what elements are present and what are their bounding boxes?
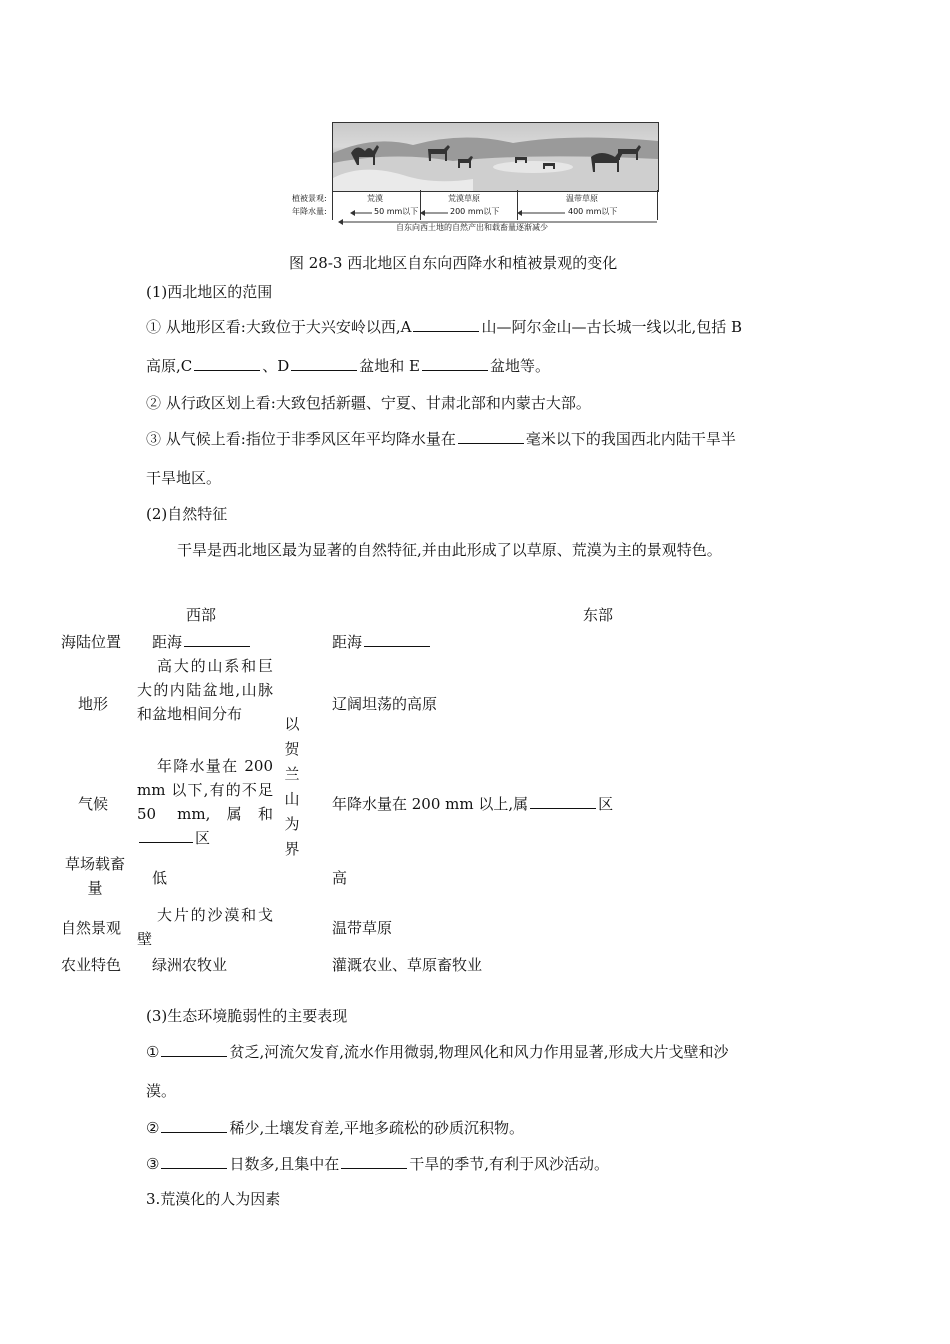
row-label-climate: 气候 [78,795,109,813]
col-header-east: 东部 [583,606,614,624]
row-label-sea-land: 海陆位置 [61,633,122,651]
climate-east-text: 年降水量在 200 mm 以上,属 [332,795,529,813]
row-label-landscape: 自然景观 [61,919,122,937]
row-label-agriculture: 农业特色 [61,956,122,974]
section2-heading: (2)自然特征 [146,505,228,523]
s3-item3-text-a: 日数多,且集中在 [229,1155,340,1173]
zone-desert: 荒漠 [367,194,383,203]
s3-item1-num: ① [146,1043,160,1061]
row-label-grazing: 草场载畜量 [64,855,125,897]
s3-item3-text-b: 干旱的季节,有利于风沙活动。 [409,1155,610,1173]
figure-caption: 图 28-3 西北地区自东向西降水和植被景观的变化 [289,254,618,272]
blank-sea-east[interactable] [364,632,430,647]
landscape-drawing [333,123,658,191]
rainfall-row-label: 年降水量: [292,207,327,216]
climate-east [332,792,613,816]
blank-s3-3a[interactable] [161,1154,227,1169]
agriculture-east: 灌溉农业、草原畜牧业 [332,956,483,974]
sea-land-west-text: 距海 [152,633,183,651]
section1-item3-line1 [146,428,736,449]
figure-vegetation-rainfall [290,122,658,232]
s3-item1-text: 贫乏,河流欠发育,流水作用微弱,物理风化和风力作用显著,形成大片戈壁和沙 [229,1043,729,1061]
landscape-east: 温带草原 [332,919,393,937]
climate-west [137,754,273,850]
sea-land-west [152,630,252,654]
blank-s3-2[interactable] [161,1118,227,1133]
grazing-west: 低 [152,869,168,887]
sea-land-east-text: 距海 [332,633,363,651]
section1-item1-line1 [146,316,742,337]
item1-text-a: ① 从地形区看:大致位于大兴安岭以西,A [146,318,412,336]
item1-text-b: 山—阿尔金山—古长城一线以北,包括 B [481,318,742,336]
vegetation-row-label: 植被景观: [292,194,327,203]
sea-land-east [332,630,432,654]
climate-east-suffix: 区 [598,795,614,813]
zone-temperate-grassland: 温带草原 [566,194,598,203]
section1-item3-line2: 干旱地区。 [146,469,222,487]
item3-text-a: ③ 从气候上看:指位于非季风区年平均降水量在 [146,430,456,448]
landscape-west: 大片的沙漠和戈壁 [137,906,273,948]
rainfall-50: 50 mm以下 [374,207,419,216]
section2-intro: 干旱是西北地区最为显著的自然特征,并由此形成了以草原、荒漠为主的景观特色。 [177,541,722,559]
section4-heading: 3.荒漠化的人为因素 [146,1190,281,1208]
section1-item1-line2 [146,355,550,376]
section3-heading: (3)生态环境脆弱性的主要表现 [146,1007,348,1025]
zone-desert-steppe: 荒漠草原 [448,194,480,203]
item3-text-b: 毫米以下的我国西北内陆干旱半 [525,430,736,448]
blank-rainfall[interactable] [458,429,524,444]
s3-item3-num: ③ [146,1155,160,1173]
rainfall-400: 400 mm以下 [568,207,618,216]
climate-west-text: 年降水量在 200 mm 以下,有的不足 50 mm,属和 [137,757,273,823]
climate-west-suffix: 区 [195,829,211,847]
item1-text-c: 高原,C [146,357,193,375]
blank-climate-west[interactable] [139,828,193,843]
blank-C[interactable] [194,356,260,371]
blank-A[interactable] [413,317,479,332]
item1-text-e: 盆地和 E [359,357,420,375]
grazing-east: 高 [332,869,348,887]
bottom-note: 自东向西土地的自然产出和载畜量逐渐减少 [396,223,548,232]
item1-text-f: 盆地等。 [490,357,551,375]
s3-item2-num: ② [146,1119,160,1137]
blank-E[interactable] [422,356,488,371]
rainfall-arrows [350,207,657,219]
section3-item3 [146,1153,609,1174]
row-label-terrain: 地形 [78,695,109,713]
section3-item1-line1 [146,1041,729,1062]
terrain-west: 高大的山系和巨大的内陆盆地,山脉和盆地相间分布 [137,657,273,723]
blank-s3-3b[interactable] [341,1154,407,1169]
blank-D[interactable] [291,356,357,371]
blank-sea-west[interactable] [184,632,250,647]
rainfall-200: 200 mm以下 [450,207,500,216]
section3-item2 [146,1117,524,1138]
item1-text-d: 、D [262,357,290,375]
blank-climate-east[interactable] [530,794,596,809]
terrain-east: 辽阔坦荡的高原 [332,695,438,713]
section1-heading: (1)西北地区的范围 [146,283,273,301]
helan-divider: 以贺兰山为界 [284,715,300,858]
landscape-illustration [332,122,659,192]
section3-item1-line2: 漠。 [146,1082,177,1100]
blank-s3-1[interactable] [161,1042,227,1057]
agriculture-west: 绿洲农牧业 [152,956,228,974]
s3-item2-text: 稀少,土壤发育差,平地多疏松的砂质沉积物。 [229,1119,524,1137]
col-header-west: 西部 [186,606,217,624]
section1-item2: ② 从行政区划上看:大致包括新疆、宁夏、甘肃北部和内蒙古大部。 [146,394,591,412]
